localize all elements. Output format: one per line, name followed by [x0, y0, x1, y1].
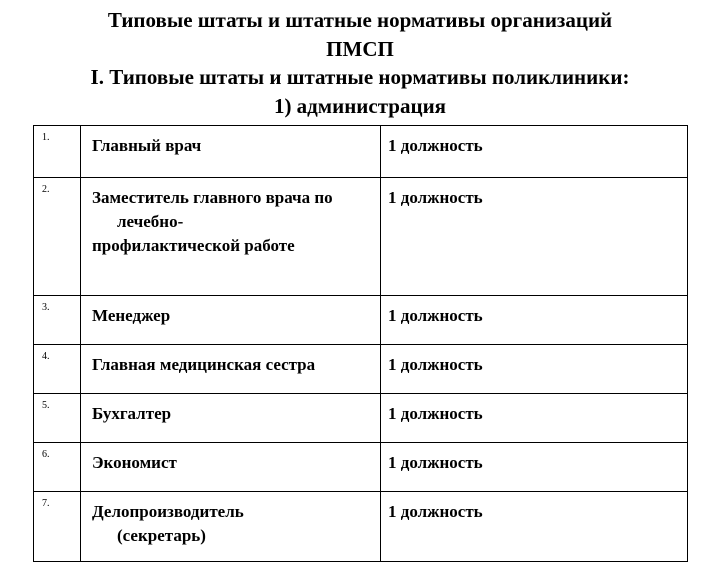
title-line-4: 1) администрация	[273, 93, 447, 118]
table-row	[34, 394, 688, 443]
table-row	[34, 345, 688, 394]
position-count: 1 должность	[381, 443, 688, 492]
document-title	[0, 6, 720, 120]
title-line-2: ПМСП	[326, 36, 394, 61]
position-title: Бухгалтер	[81, 394, 381, 443]
position-title: Главный врач	[81, 126, 381, 178]
table-row	[34, 178, 688, 296]
position-count: 1 должность	[381, 345, 688, 394]
row-number: 4.	[34, 345, 81, 394]
table-row	[34, 126, 688, 178]
row-number: 3.	[34, 296, 81, 345]
title-line-3: I. Типовые штаты и штатные нормативы поликлиники:	[90, 65, 630, 89]
position-count: 1 должность	[381, 178, 688, 296]
row-number: 1.	[34, 126, 81, 178]
position-title: Экономист	[81, 443, 381, 492]
table-row	[34, 296, 688, 345]
position-title: Главная медицинская сестра	[81, 345, 381, 394]
position-count: 1 должность	[381, 126, 688, 178]
position-title: Менеджер	[81, 296, 381, 345]
position-title: Заместитель главного врача по лечебно- профилактической работе	[81, 178, 381, 296]
row-number: 6.	[34, 443, 81, 492]
position-count: 1 должность	[381, 394, 688, 443]
position-title: Делопроизводитель (секретарь)	[81, 492, 381, 562]
staff-table	[33, 125, 688, 562]
table-row	[34, 443, 688, 492]
position-count: 1 должность	[381, 492, 688, 562]
title-line-1: Типовые штаты и штатные нормативы организаций	[107, 8, 613, 32]
table-row	[34, 492, 688, 562]
row-number: 5.	[34, 394, 81, 443]
row-number: 2.	[34, 178, 81, 296]
position-count: 1 должность	[381, 296, 688, 345]
row-number: 7.	[34, 492, 81, 562]
